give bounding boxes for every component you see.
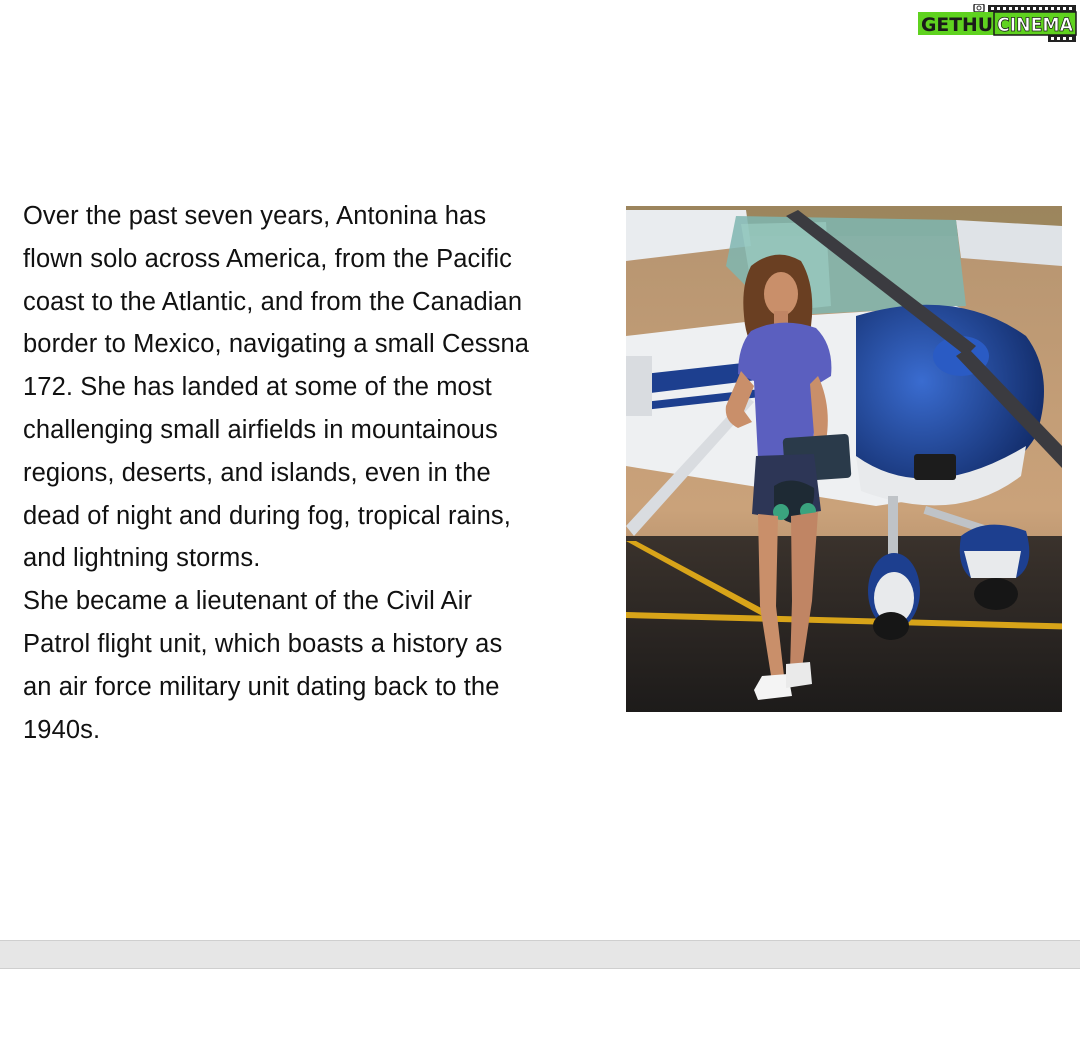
slide-separator-bar (0, 940, 1080, 969)
logo-text-gethu: GETHU (921, 14, 993, 36)
slide-body-text (23, 195, 613, 751)
gethu-cinema-logo (916, 4, 1078, 44)
pilot-airplane-photo (626, 206, 1062, 712)
logo-text-cinema: CINEMA (997, 14, 1074, 36)
paragraph-flight-history: Over the past seven years, Antonina has flown solo across America, from the Pacific coast to the Atlantic, and from the Canadian border to Mexico, navigating a small Cessna 172. She has landed at some of the most challenging small airfields in mountainous regions, deserts, and islands, even in the dead of night and during fog, tropical rains, and lightning storms. (23, 202, 530, 573)
paragraph-civil-air-patrol: She became a lieutenant of the Civil Air Patrol flight unit, which boasts a history as an air force military unit dating back to the 1940s. (23, 587, 503, 744)
